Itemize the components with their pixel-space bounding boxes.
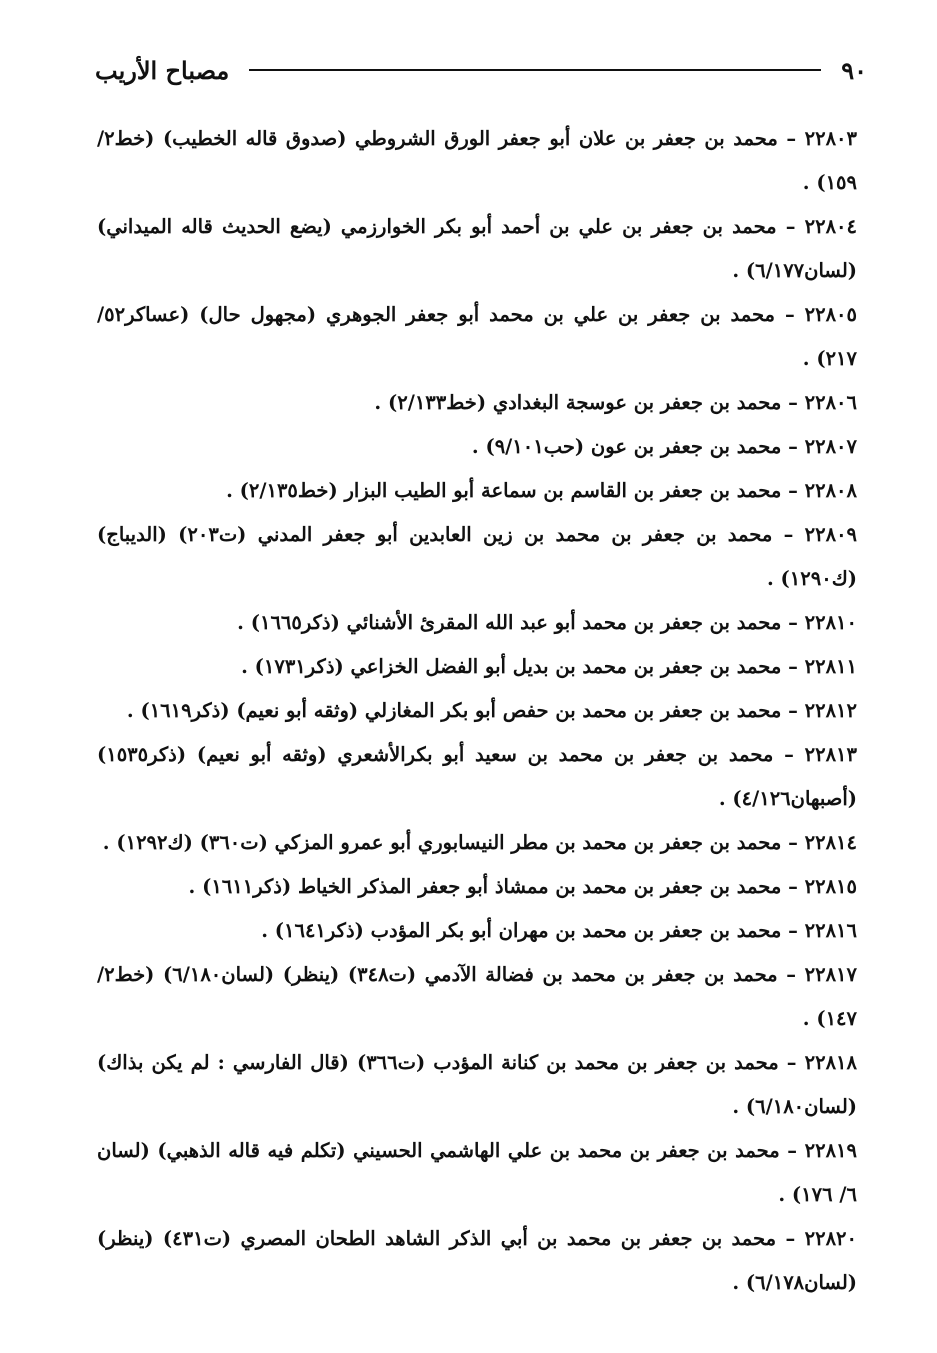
entry: ٢٢٨٠٣ – محمد بن جعفر بن علان أبو جعفر الورق الشروطي (صدوق قاله الخطيب) (خط٢/ ١٥٩) . — [97, 127, 857, 194]
entry: ٢٢٨٠٨ – محمد بن جعفر بن القاسم بن سماعة أبو الطيب البزار (خط٢/١٣٥) . — [226, 479, 857, 502]
entry-text: محمد بن جعفر بن علي بن أحمد أبو بكر الخوارزمي (يضع الحديث قاله الميداني) (لسان٦/١٧٧) . — [97, 215, 857, 282]
entry: ٢٢٨١٤ – محمد بن جعفر بن محمد بن مطر النيسابوري أبو عمرو المزكي (ت٣٦٠) (ك١٢٩٢) . — [102, 831, 857, 854]
entry: ٢٢٨٠٦ – محمد بن جعفر بن عوسجة البغدادي (خط٢/١٣٣) . — [374, 391, 857, 414]
entry-number: ٢٢٨١٢ — [804, 699, 857, 722]
entry-number: ٢٢٨٠٨ — [804, 479, 857, 502]
entry-text: محمد بن جعفر بن محمد بن علي الهاشمي الحسيني (تكلم فيه قاله الذهبي) (لسان ٦/ ١٧٦) . — [97, 1139, 857, 1206]
entry: ٢٢٨١٨ – محمد بن جعفر بن محمد بن كنانة المؤدب (ت٣٦٦) (قال الفارسي : لم يكن بذاك) (لسان٦/١٨٠) . — [97, 1051, 858, 1118]
entry-number: ٢٢٨١٠ — [804, 611, 857, 634]
entry-number: ٢٢٨١٣ — [804, 743, 858, 766]
entry-text: محمد بن جعفر بن محمد بن زين العابدين أبو جعفر المدني (ت٢٠٣) (الديباج) (ك١٢٩٠) . — [97, 523, 857, 590]
entry-number: ٢٢٨٠٥ — [804, 303, 857, 326]
entry-text: محمد بن جعفر بن محمد بن فضالة الآدمي (ت٣٤٨) (ينظر) (لسان٦/١٨٠) (خط٢/ ١٤٧) . — [97, 963, 857, 1030]
entry-text: محمد بن جعفر بن علان أبو جعفر الورق الشروطي (صدوق قاله الخطيب) (خط٢/ ١٥٩) . — [97, 127, 857, 194]
entry: ٢٢٨٠٩ – محمد بن جعفر بن محمد بن زين العابدين أبو جعفر المدني (ت٢٠٣) (الديباج) (ك١٢٩٠) . — [97, 523, 858, 590]
entry-text: محمد بن جعفر بن محمد بن أبي الذكر الشاهد الطحان المصري (ت٤٣١) (ينظر) (لسان٦/١٧٨) . — [97, 1227, 857, 1294]
entry-text: محمد بن جعفر بن محمد بن ممشاذ أبو جعفر المذكر الخياط (ذكر١٦١١) . — [188, 875, 782, 898]
entry-text: محمد بن جعفر بن علي بن محمد أبو جعفر الجوهري (مجهول حال) (عساكر٥٢/ ٢١٧) . — [97, 303, 857, 370]
entry: ٢٢٨٠٧ – محمد بن جعفر بن عون (حب٩/١٠١) . — [471, 435, 857, 458]
entry: ٢٢٨٠٤ – محمد بن جعفر بن علي بن أحمد أبو بكر الخوارزمي (يضع الحديث قاله الميداني) (لسان٦/١٧٧) . — [97, 215, 857, 282]
entry-number: ٢٢٨٠٤ — [804, 215, 857, 238]
entry: ٢٢٨١٩ – محمد بن جعفر بن محمد بن علي الهاشمي الحسيني (تكلم فيه قاله الذهبي) (لسان ٦/ ١٧٦) . — [97, 1139, 857, 1206]
entry-text: محمد بن جعفر بن محمد بن بديل أبو الفضل الخزاعي (ذكر١٧٣١) . — [241, 655, 782, 678]
book-title: مصباح الأريب — [95, 55, 230, 85]
entry-number: ٢٢٨١١ — [804, 655, 857, 678]
page-header — [95, 52, 867, 88]
entry-text: محمد بن جعفر بن القاسم بن سماعة أبو الطيب البزار (خط٢/١٣٥) . — [226, 479, 782, 502]
entry-text: محمد بن جعفر بن محمد أبو عبد الله المقرئ الأشنائي (ذكر١٦٦٥) . — [237, 611, 782, 634]
entry-text: محمد بن جعفر بن محمد بن مطر النيسابوري أبو عمرو المزكي (ت٣٦٠) (ك١٢٩٢) . — [102, 831, 782, 854]
page-number: ٩٠ — [841, 55, 867, 85]
entry-number: ٢٢٨١٩ — [804, 1139, 857, 1162]
entry-number: ٢٢٨١٥ — [804, 875, 857, 898]
entry: ٢٢٨١١ – محمد بن جعفر بن محمد بن بديل أبو الفضل الخزاعي (ذكر١٧٣١) . — [241, 655, 857, 678]
entry-text: محمد بن جعفر بن عون (حب٩/١٠١) . — [471, 435, 782, 458]
entry-text: محمد بن جعفر بن عوسجة البغدادي (خط٢/١٣٣) . — [374, 391, 782, 414]
entry: ٢٢٨٢٠ – محمد بن جعفر بن محمد بن أبي الذكر الشاهد الطحان المصري (ت٤٣١) (ينظر) (لسان٦/١٧٨) . — [97, 1227, 857, 1294]
entry: ٢٢٨١٦ – محمد بن جعفر بن محمد بن مهران أبو بكر المؤدب (ذكر١٦٤١) . — [261, 919, 857, 942]
entry: ٢٢٨١٥ – محمد بن جعفر بن محمد بن ممشاذ أبو جعفر المذكر الخياط (ذكر١٦١١) . — [188, 875, 857, 898]
entry-number: ٢٢٨٠٦ — [804, 391, 857, 414]
header-rule — [249, 69, 821, 71]
entry: ٢٢٨٠٥ – محمد بن جعفر بن علي بن محمد أبو جعفر الجوهري (مجهول حال) (عساكر٥٢/ ٢١٧) . — [97, 303, 857, 370]
entry-number: ٢٢٨١٦ — [804, 919, 857, 942]
entry-number: ٢٢٨٠٧ — [804, 435, 857, 458]
entry: ٢٢٨١٠ – محمد بن جعفر بن محمد أبو عبد الله المقرئ الأشنائي (ذكر١٦٦٥) . — [237, 611, 857, 634]
entry-number: ٢٢٨٠٣ — [804, 127, 857, 150]
entry: ٢٢٨١٢ – محمد بن جعفر بن محمد بن حفص أبو بكر المغازلي (وثقه أبو نعيم) (ذكر١٦١٩) . — [126, 699, 857, 722]
entry-text: محمد بن جعفر بن محمد بن سعيد أبو بكرالأشعري (وثقه أبو نعيم) (ذكر١٥٣٥) (أصبهان٤/١٢٦) . — [97, 743, 857, 810]
entry-number: ٢٢٨١٨ — [804, 1051, 858, 1074]
entry-text: محمد بن جعفر بن محمد بن حفص أبو بكر المغازلي (وثقه أبو نعيم) (ذكر١٦١٩) . — [126, 699, 782, 722]
entry-number: ٢٢٨١٧ — [804, 963, 858, 986]
entry-list — [97, 117, 857, 1305]
entry-number: ٢٢٨٠٩ — [804, 523, 858, 546]
entry-number: ٢٢٨١٤ — [804, 831, 857, 854]
entry-text: محمد بن جعفر بن محمد بن كنانة المؤدب (ت٣٦٦) (قال الفارسي : لم يكن بذاك) (لسان٦/١٨٠) . — [97, 1051, 857, 1118]
entry-text: محمد بن جعفر بن محمد بن مهران أبو بكر المؤدب (ذكر١٦٤١) . — [261, 919, 782, 942]
entry-number: ٢٢٨٢٠ — [804, 1227, 857, 1250]
entry: ٢٢٨١٣ – محمد بن جعفر بن محمد بن سعيد أبو بكرالأشعري (وثقه أبو نعيم) (ذكر١٥٣٥) (أصبهان٤/١٢٦) . — [97, 743, 858, 810]
entry: ٢٢٨١٧ – محمد بن جعفر بن محمد بن فضالة الآدمي (ت٣٤٨) (ينظر) (لسان٦/١٨٠) (خط٢/ ١٤٧) . — [97, 963, 858, 1030]
